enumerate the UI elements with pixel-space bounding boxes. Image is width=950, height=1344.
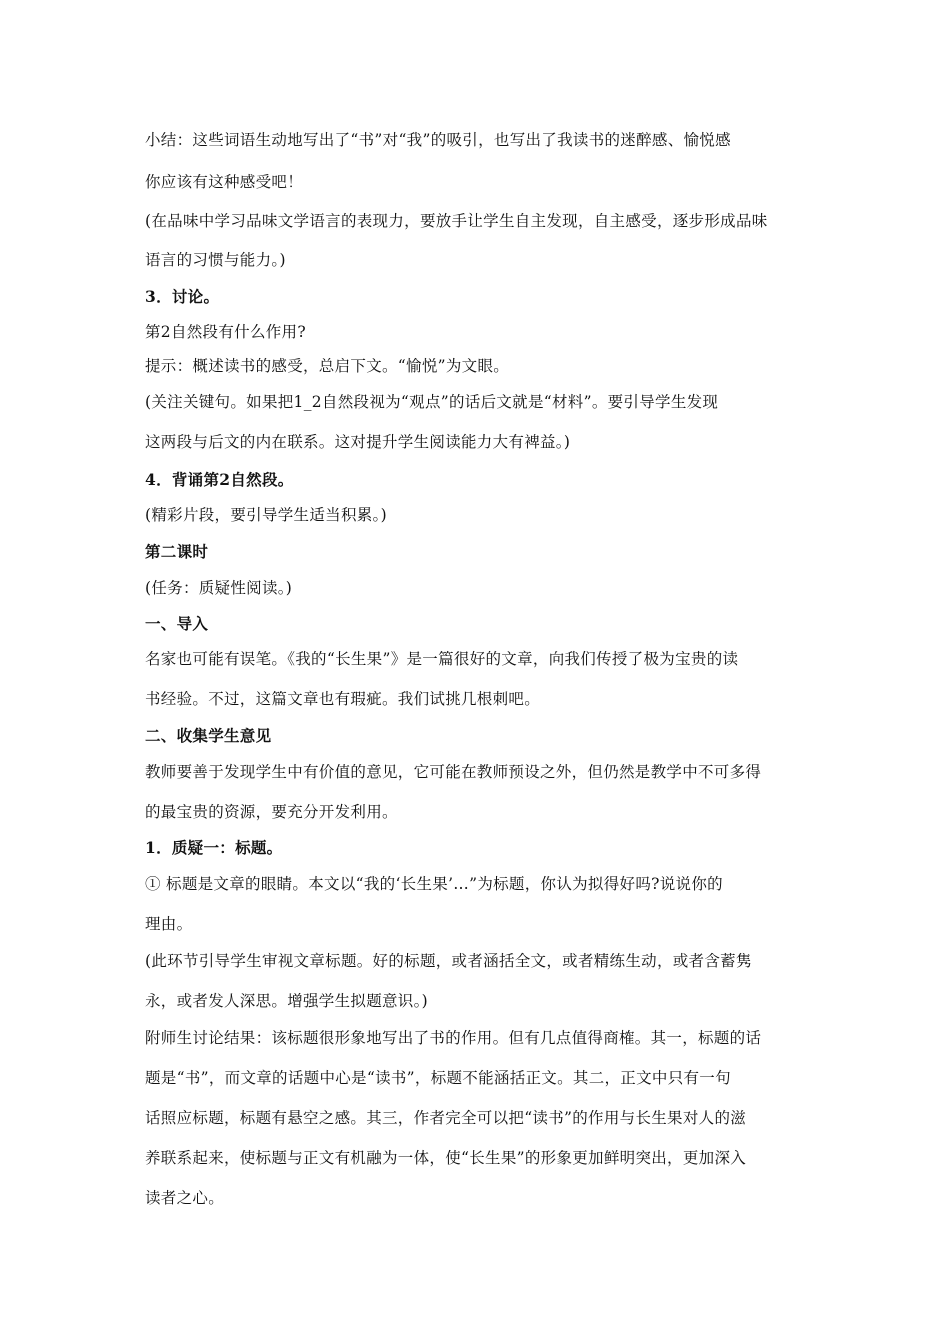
- section-heading: 一、导入: [145, 614, 209, 633]
- section-heading: 1．质疑一：标题。: [145, 838, 283, 857]
- body-line: 读者之心。: [145, 1189, 225, 1207]
- section-heading: 3．讨论。: [145, 287, 220, 306]
- section-heading: 4．背诵第2自然段。: [145, 470, 294, 489]
- body-line: 题是“书”，而文章的话题中心是“读书”，标题不能涵括正文。其二，正文中只有一句: [145, 1069, 731, 1087]
- question-line: ① 标题是文章的眼睛。本文以“我的‘长生果’…”为标题，你认为拟得好吗?说说你的: [145, 875, 723, 893]
- teaching-note: (在品味中学习品味文学语言的表现力，要放手让学生自主发现，自主感受，逐步形成品味: [145, 212, 768, 230]
- body-line: 教师要善于发现学生中有价值的意见，它可能在教师预设之外，但仍然是教学中不可多得: [145, 763, 762, 781]
- task-line: (任务：质疑性阅读。): [145, 579, 293, 597]
- teaching-note: (关注关键句。如果把1_2自然段视为“观点”的话后文就是“材料”。要引导学生发现: [145, 393, 719, 411]
- body-line: 的最宝贵的资源，要充分开发利用。: [145, 803, 398, 821]
- question-line: 理由。: [145, 915, 193, 933]
- question-line: 第2自然段有什么作用?: [145, 323, 306, 341]
- hint-line: 提示：概述读书的感受，总启下文。“愉悦”为文眼。: [145, 357, 510, 375]
- teaching-note: 这两段与后文的内在联系。这对提升学生阅读能力大有裨益。): [145, 433, 571, 451]
- teaching-note: 永，或者发人深思。增强学生拟题意识。): [145, 992, 428, 1010]
- body-line: 附师生讨论结果：该标题很形象地写出了书的作用。但有几点值得商榷。其一，标题的话: [145, 1029, 762, 1047]
- summary-line: 你应该有这种感受吧！: [145, 173, 304, 191]
- summary-line: 小结：这些词语生动地写出了“书”对“我”的吸引，也写出了我读书的迷醉感、愉悦感: [145, 131, 731, 149]
- body-line: 话照应标题，标题有悬空之感。其三，作者完全可以把“读书”的作用与长生果对人的滋: [145, 1109, 747, 1127]
- body-line: 书经验。不过，这篇文章也有瑕疵。我们试挑几根刺吧。: [145, 690, 541, 708]
- teaching-note: (此环节引导学生审视文章标题。好的标题，或者涵括全文，或者精练生动，或者含蓄隽: [145, 952, 752, 970]
- body-line: 养联系起来，使标题与正文有机融为一体，使“长生果”的形象更加鲜明突出，更加深入: [145, 1149, 747, 1167]
- section-heading: 二、收集学生意见: [145, 726, 272, 745]
- lesson-heading: 第二课时: [145, 542, 209, 561]
- teaching-note: 语言的习惯与能力。): [145, 251, 286, 269]
- teaching-note: (精彩片段，要引导学生适当积累。): [145, 506, 387, 524]
- body-line: 名家也可能有误笔。《我的“长生果”》是一篇很好的文章，向我们传授了极为宝贵的读: [145, 650, 739, 668]
